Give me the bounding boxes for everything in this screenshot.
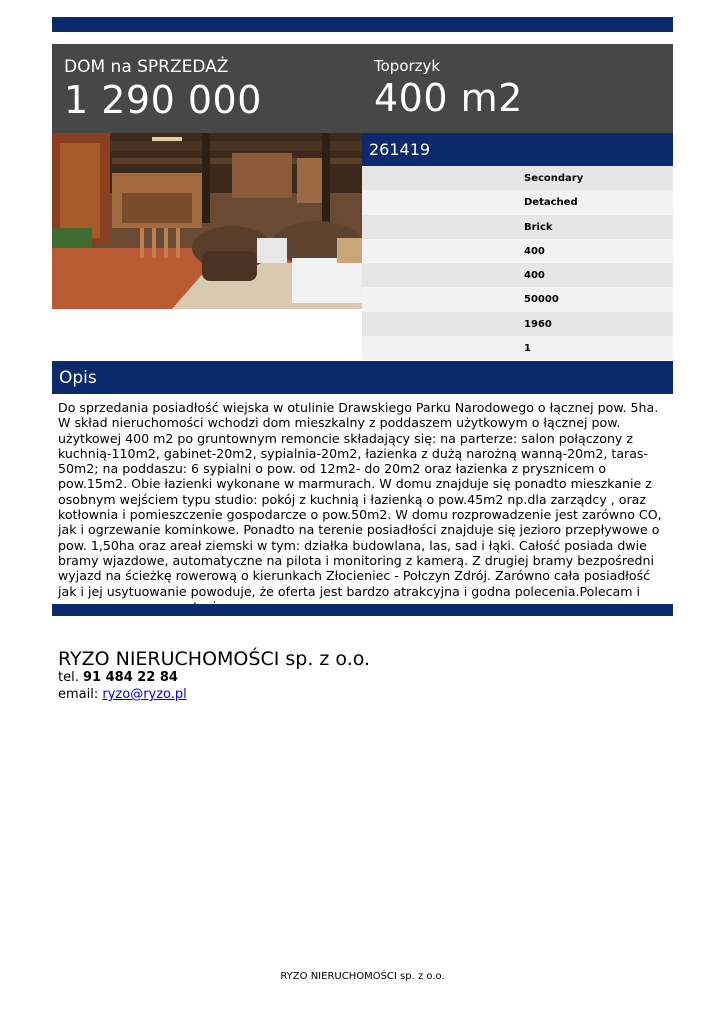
phone-label: tel. <box>58 670 79 685</box>
property-photo <box>52 133 362 309</box>
listing-id: 261419 <box>369 140 431 159</box>
details-value: Detached <box>524 197 578 209</box>
description-heading: Opis <box>59 368 97 388</box>
bottom-accent-bar <box>52 604 673 616</box>
details-value: Secondary <box>524 173 584 184</box>
details-row <box>362 239 673 263</box>
header-left <box>64 44 262 121</box>
details-row <box>362 190 673 214</box>
header-right <box>374 44 523 119</box>
company-name: RYZO NIERUCHOMOŚCI sp. z o.o. <box>58 648 371 670</box>
price: 1 290 000 <box>64 78 262 122</box>
property-type-label: DOM na SPRZEDAŻ <box>64 57 229 77</box>
details-row <box>362 166 673 190</box>
details-row <box>362 263 673 287</box>
description-heading-bar <box>52 361 673 394</box>
location: Toporzyk <box>374 57 441 75</box>
details-value: Brick <box>524 221 553 233</box>
email-label: email: <box>58 687 99 702</box>
details-value: 50000 <box>524 294 559 306</box>
details-table <box>362 166 673 360</box>
details-row <box>362 215 673 239</box>
phone-number[interactable]: 91 484 22 84 <box>82 670 178 685</box>
details-row <box>362 336 673 360</box>
details-row <box>362 287 673 311</box>
details-value: 400 <box>524 245 545 257</box>
area: 400 m2 <box>374 76 523 120</box>
details-value: 400 <box>524 270 545 282</box>
listing-id-bar <box>362 133 673 166</box>
top-accent-bar <box>52 17 673 32</box>
email-link[interactable]: ryzo@ryzo.pl <box>102 687 187 702</box>
footer-company: RYZO NIERUCHOMOŚCI sp. z o.o. <box>280 971 445 982</box>
contact-email <box>58 686 187 703</box>
details-row <box>362 312 673 336</box>
listing-header <box>52 44 673 133</box>
contact-phone <box>58 669 178 686</box>
details-value: 1960 <box>524 318 552 330</box>
description-text: Do sprzedania posiadłość wiejska w otulinie Drawskiego Parku Narodowego o łącznej pow. 5ha. W skład nieruchomości wchodzi dom mieszkalny z poddaszem użytkowym o łącznej pow. użytkowej 400 m2 po gruntownym remoncie składający się: na parterze: salon połączony z kuchnią-110m2, gabinet-20m2, sypialnia-20m2, łazienka z dużą narożną wanną-20m2, taras-50m2; na poddaszu: 6 sypialni o pow. od 12m2- do 20m2 oraz łazienka z prysznicem o pow.15m2. Obie łazienki wykonane w marmurach. W domu znajduje się ponadto mieszkanie z osobnym wejściem typu studio: pokój z kuchnią i łazienką o pow.45m2 np.dla zarządcy , oraz kotłownia i pomieszczenie gospodarcze o pow.50m2. W domu rozprowadzenie jest zarówno CO, jak i ogrzewanie kominkowe. Ponadto na terenie posiadłości znajduje się jezioro przepływowe o pow. 1,50ha oraz areał ziemski w tym: działka budowlana, las, sad i łąki. Całość posiada dwie bramy wjazdowe, automatyczne na pilota i monitoring z kamerą. Z drugiej bramy bezpośredni wyjazd na ścieżkę rowerową o kierunkach Złocieniec - Połczyn Zdrój. Zarówno cała posiadłość jak i jej usytuowanie powoduje, że oferta jest bardzo atrakcyjna i godna polecenia.Polecam i <box>58 400 662 599</box>
details-value: 1 <box>524 343 531 355</box>
